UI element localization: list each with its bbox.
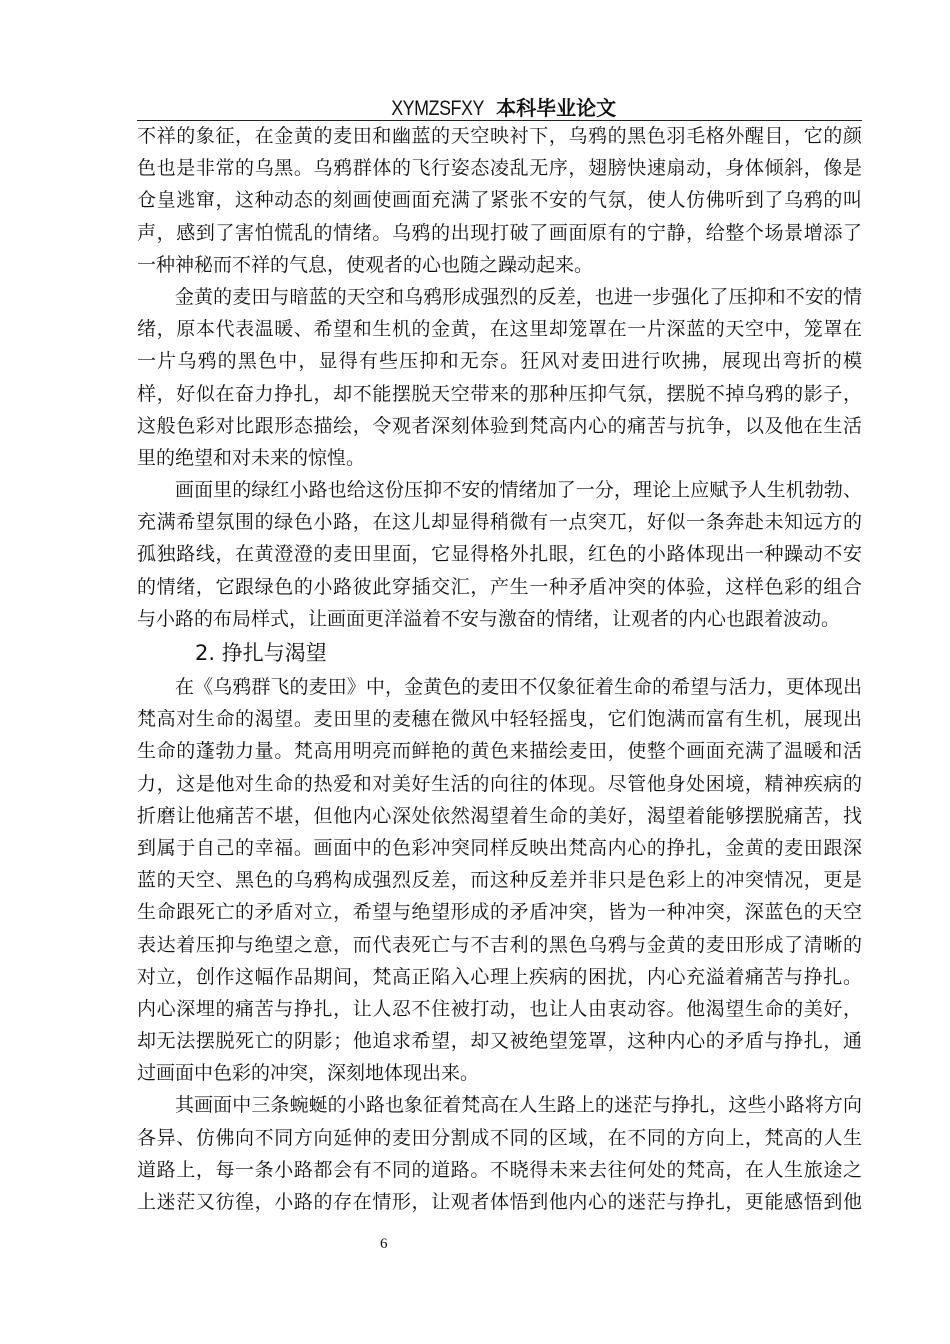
text-line: 的情绪，它跟绿色的小路彼此穿插交汇，产生一种矛盾冲突的体验，这样色彩的组合 xyxy=(137,575,862,598)
text-line: 画面里的绿红小路也给这份压抑不安的情绪加了一分，理论上应赋予人生机勃勃、 xyxy=(175,479,862,502)
text-line: 在《乌鸦群飞的麦田》中，金黄色的麦田不仅象征着生命的希望与活力，更体现出 xyxy=(175,676,862,698)
text-line: 金黄的麦田与暗蓝的天空和乌鸦形成强烈的反差，也进一步强化了压抑和不安的情 xyxy=(175,285,862,308)
header-title: 本科毕业论文 xyxy=(496,96,617,120)
text-line: 各异、仿佛向不同方向延伸的麦田分割成不同的区域，在不同的方向上，梵高的人生 xyxy=(137,1126,862,1149)
paragraph xyxy=(137,281,862,474)
text-line: 生命的蓬勃力量。梵高用明亮而鲜艳的黄色来描绘麦田，使整个画面充满了温暖和活 xyxy=(137,740,862,763)
text-line: 样，好似在奋力挣扎，却不能摆脱天空带来的那种压抑气氛，摆脱不掉乌鸦的影子， xyxy=(137,382,862,405)
text-line: 绪，原本代表温暖、希望和生机的金黄，在这里却笼罩在一片深蓝的天空中，笼罩在 xyxy=(137,318,862,341)
text-line: 到属于自己的幸福。画面中的色彩冲突同样反映出梵高内心的挣扎，金黄的麦田跟深 xyxy=(137,836,862,859)
header-code: XYMZSFXY xyxy=(391,97,484,120)
text-line: 道路上，每一条小路都会有不同的道路。不晓得未来去往何处的梵高，在人生旅途之 xyxy=(137,1158,862,1181)
text-line: 里的绝望和对未来的惊惶。 xyxy=(137,446,366,469)
text-line: 蓝的天空、黑色的乌鸦构成强烈反差，而这种反差并非只是色彩上的冲突情况，更是 xyxy=(137,869,862,892)
text-line: 表达着压抑与绝望之意，而代表死亡与不吉利的黑色乌鸦与金黄的麦田形成了清晰的 xyxy=(137,933,862,956)
document-body xyxy=(137,120,862,1218)
section-heading: 2. 挣扎与渴望 xyxy=(195,641,327,665)
text-line: 其画面中三条蜿蜒的小路也象征着梵高在人生路上的迷茫与挣扎，这些小路将方向 xyxy=(175,1094,862,1117)
text-line: 声，感到了害怕慌乱的情绪。乌鸦的出现打破了画面原有的宁静，给整个场景增添了 xyxy=(137,221,862,244)
text-line: 却无法摆脱死亡的阴影；他追求希望，却又被绝望笼罩，这种内心的矛盾与挣扎，通 xyxy=(137,1030,862,1053)
text-line: 这般色彩对比跟形态描绘，令观者深刻体验到梵高内心的痛苦与抗争，以及他在生活 xyxy=(137,414,862,437)
section-after-heading xyxy=(137,671,862,1218)
text-line: 上迷茫又彷徨，小路的存在情形，让观者体悟到他内心的迷茫与挣扎，更能感悟到他 xyxy=(137,1191,862,1213)
text-line: 一种神秘而不祥的气息，使观者的心也随之躁动起来。 xyxy=(137,253,594,276)
text-line: 仓皇逃窜，这种动态的刻画使画面充满了紧张不安的气氛，使人仿佛听到了乌鸦的叫 xyxy=(137,189,862,212)
text-line: 不祥的象征，在金黄的麦田和幽蓝的天空映衬下，乌鸦的黑色羽毛格外醒目，它的颜 xyxy=(137,125,862,147)
text-line: 内心深埋的痛苦与挣扎，让人忍不住被打动，也让人由衷动容。他渴望生命的美好， xyxy=(137,997,862,1020)
text-line: 对立，创作这幅作品期间，梵高正陷入心理上疾病的困扰，内心充溢着痛苦与挣扎。 xyxy=(137,965,862,988)
page-number: 6 xyxy=(380,1236,388,1252)
text-line: 生命跟死亡的矛盾对立，希望与绝望形成的矛盾冲突，皆为一种冲突，深蓝色的天空 xyxy=(137,901,862,924)
page-header xyxy=(137,92,862,121)
paragraph xyxy=(137,120,862,281)
text-line: 孤独路线，在黄澄澄的麦田里面，它显得格外扎眼，红色的小路体现出一种躁动不安 xyxy=(137,543,862,566)
text-line: 折磨让他痛苦不堪，但他内心深处依然渴望着生命的美好，渴望着能够摆脱痛苦，找 xyxy=(137,804,862,827)
paragraph xyxy=(137,474,862,635)
section-before-heading xyxy=(137,120,862,635)
text-line: 一片乌鸦的黑色中，显得有些压抑和无奈。狂风对麦田进行吹拂，展现出弯折的模 xyxy=(137,350,862,373)
text-line: 色也是非常的乌黑。乌鸦群体的飞行姿态凌乱无序，翅膀快速扇动，身体倾斜，像是 xyxy=(137,157,862,180)
paragraph xyxy=(137,671,862,1089)
text-line: 与小路的布局样式，让画面更洋溢着不安与激奋的情绪，让观者的内心也跟着波动。 xyxy=(137,607,841,630)
text-line: 梵高对生命的渴望。麦田里的麦穗在微风中轻轻摇曳，它们饱满而富有生机，展现出 xyxy=(137,708,862,731)
text-line: 充满希望氛围的绿色小路，在这儿却显得稍微有一点突兀，好似一条奔赴未知远方的 xyxy=(137,511,862,534)
text-line: 力，这是他对生命的热爱和对美好生活的向往的体现。尽管他身处困境，精神疾病的 xyxy=(137,772,862,795)
text-line: 过画面中色彩的冲突，深刻地体现出来。 xyxy=(137,1062,480,1085)
paragraph xyxy=(137,1089,862,1218)
